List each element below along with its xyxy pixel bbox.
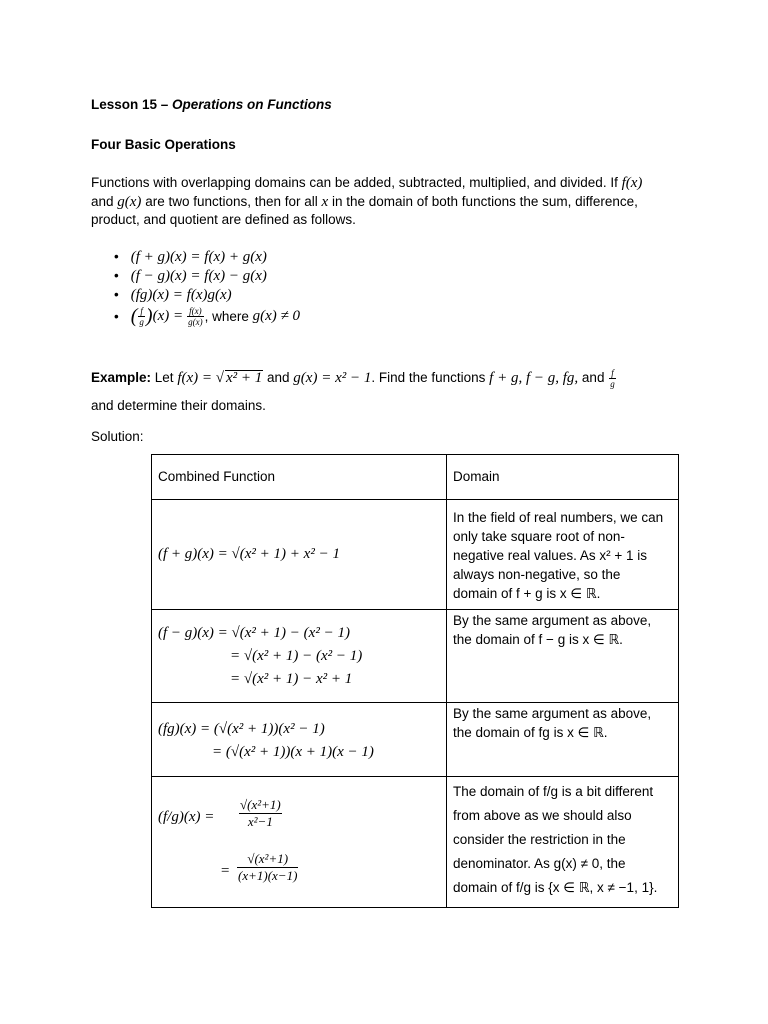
math-x-eq: (x) = [152,308,184,324]
frac-quotient-1: $\frac{\text{√(x²+1)}}{\text{x²−1}}$ [240,797,281,829]
intro-text: are two functions, then for all [141,194,322,209]
header-combined-function: Combined Function [152,455,447,500]
bullet-difference: • (f − g)(x) = f(x) − g(x) [114,268,267,284]
domain-cell: By the same argument as above, the domain of f − g is x ∈ ℝ. [447,610,679,703]
func-cell: (fg)(x) = (√(x² + 1))(x² − 1) = (√(x² + 1))(x + 1)(x − 1) [152,703,447,777]
math-funcs: f + g, f − g, fg, [489,370,579,387]
frac-f-over-g: $\frac{f}{g}$ [139,306,144,327]
domain-cell: The domain of f/g is a bit different from above as we should also consider the restriction in the denominator. As g(x) ≠ 0, the domain of f/g is {x ∈ ℝ, x ≠ −1, 1}. [447,777,679,908]
section-title: Four Basic Operations [91,137,236,152]
table-row [152,703,679,777]
math-x: x [321,194,329,210]
table-row [152,500,679,610]
formula-difference: (f − g)(x) = f(x) − g(x) [130,268,267,284]
func-cell [152,500,447,610]
example-line-1: Example: Let f(x) = √ x² + 1 and g(x) = x² − 1. Find the functions f + g, f − g, fg, and $\frac{f}{g}$ [91,368,615,389]
solution-label: Solution: [91,429,144,444]
intro-line-3: product, and quotient are defined as follows. [91,212,356,227]
domain-cell: By the same argument as above, the domain of fg is x ∈ ℝ. [447,703,679,777]
example-line-2: and determine their domains. [91,398,266,413]
formula-sum: (f + g)(x) = f(x) + g(x) [130,249,267,265]
bullet-quotient: • ( $\frac{f}{g}$ )(x) = $\frac{f(x)}{g(x)}$ , where g(x) ≠ 0 [114,305,301,327]
math-gx: g(x) [117,194,142,210]
math-radicand: x² + 1 [225,370,263,387]
header-domain: Domain [447,455,679,500]
example-label: Example: [91,370,152,386]
math-g-def: g(x) = x² − 1 [293,370,372,387]
table-header-row [152,455,679,500]
func-line: (f + g)(x) = √(x² + 1) + x² − 1 [158,546,340,562]
intro-line-2 [91,194,638,211]
bullet-product: • (fg)(x) = f(x)g(x) [114,287,232,303]
formula-product: (fg)(x) = f(x)g(x) [130,287,232,303]
quotient-condition: g(x) ≠ 0 [252,308,301,324]
intro-text: in the domain of both functions the sum, difference, [328,194,638,209]
domain-cell: In the field of real numbers, we can only take square root of non- negative real values. As x² + 1 is always non-negative, so the domain of f + g is x ∈ ℝ. [447,500,679,610]
math-f-def: f(x) = [177,370,216,387]
lesson-number: Lesson 15 – [91,97,173,112]
func-cell: (f/g)(x) = $\frac{\text{√(x²+1)}}{\text{x²−1}}$ = $\frac{\text{√(x²+1)}}{(x+1)(x-1)}$ [152,777,447,908]
intro-text: and [91,194,118,209]
frac-fx-over-gx: $\frac{f(x)}{g(x)}$ [188,306,203,327]
intro-text: Functions with overlapping domains can be added, subtracted, multiplied, and divided. If [91,175,622,190]
intro-line-1 [91,175,642,192]
table-row [152,610,679,703]
table-row [152,777,679,908]
bullet-sum: • (f + g)(x) = f(x) + g(x) [114,249,267,265]
lesson-title [91,97,332,112]
lesson-topic: Operations on Functions [172,97,332,112]
frac-quotient-2: $\frac{\text{√(x²+1)}}{(x+1)(x-1)}$ [238,851,298,883]
func-cell: (f − g)(x) = √(x² + 1) − (x² − 1) = √(x² + 1) − (x² − 1) = √(x² + 1) − x² + 1 [152,610,447,703]
frac-f-g: $\frac{f}{g}$ [610,368,615,389]
where-text: where [208,309,253,324]
math-fx: f(x) [621,175,643,191]
solution-table [151,454,679,908]
